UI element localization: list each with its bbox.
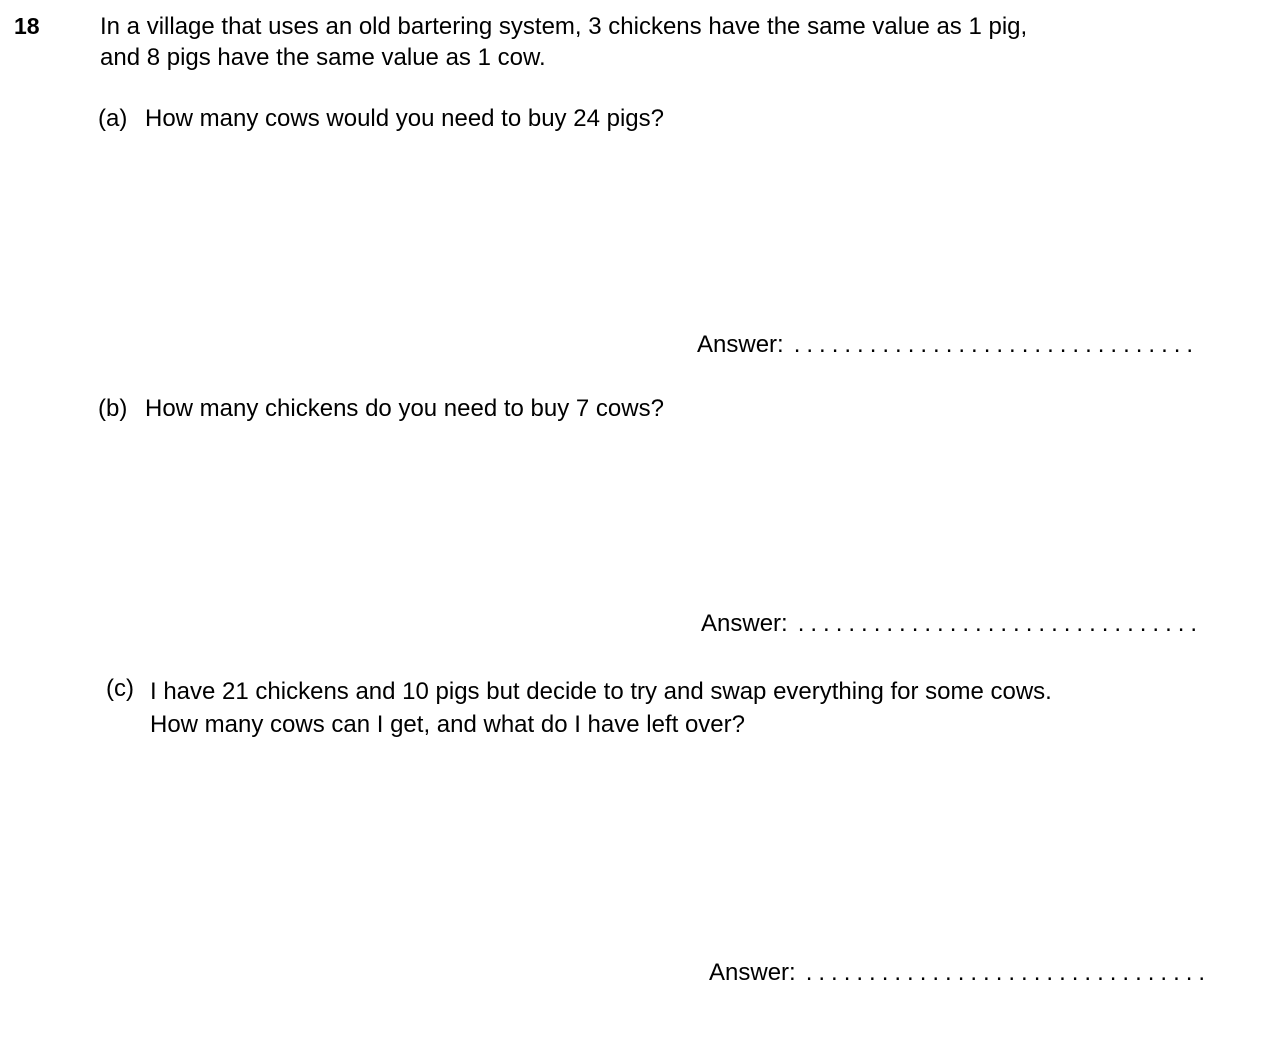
part-c-text-line-1: I have 21 chickens and 10 pigs but decide to try and swap everything for some cows. <box>150 678 1052 705</box>
answer-line-b <box>701 610 1203 638</box>
answer-c-dotted-line: ................................ <box>805 959 1212 986</box>
part-a-text: How many cows would you need to buy 24 pigs? <box>145 105 664 132</box>
question-number: 18 <box>14 13 40 39</box>
question-part-c <box>106 675 1052 741</box>
part-c-text <box>150 675 1052 741</box>
answer-a-label: Answer: <box>697 331 784 358</box>
answer-c-label: Answer: <box>709 959 796 986</box>
part-c-text-line-2: How many cows can I get, and what do I have left over? <box>150 711 745 738</box>
part-b-label: (b) <box>98 395 128 422</box>
question-part-b <box>98 395 664 423</box>
answer-b-label: Answer: <box>701 610 788 637</box>
question-intro <box>100 11 1210 73</box>
question-part-a <box>98 105 664 133</box>
answer-line-a <box>697 331 1199 359</box>
answer-b-dotted-line: ................................ <box>797 610 1204 637</box>
answer-line-c <box>709 959 1211 987</box>
part-b-text: How many chickens do you need to buy 7 cows? <box>145 395 664 422</box>
question-intro-line-1: In a village that uses an old bartering system, 3 chickens have the same value as 1 pig, <box>100 13 1028 40</box>
part-c-label: (c) <box>106 675 134 702</box>
question-intro-line-2: and 8 pigs have the same value as 1 cow. <box>100 44 546 71</box>
part-a-label: (a) <box>98 105 128 132</box>
answer-a-dotted-line: ................................ <box>793 331 1200 358</box>
